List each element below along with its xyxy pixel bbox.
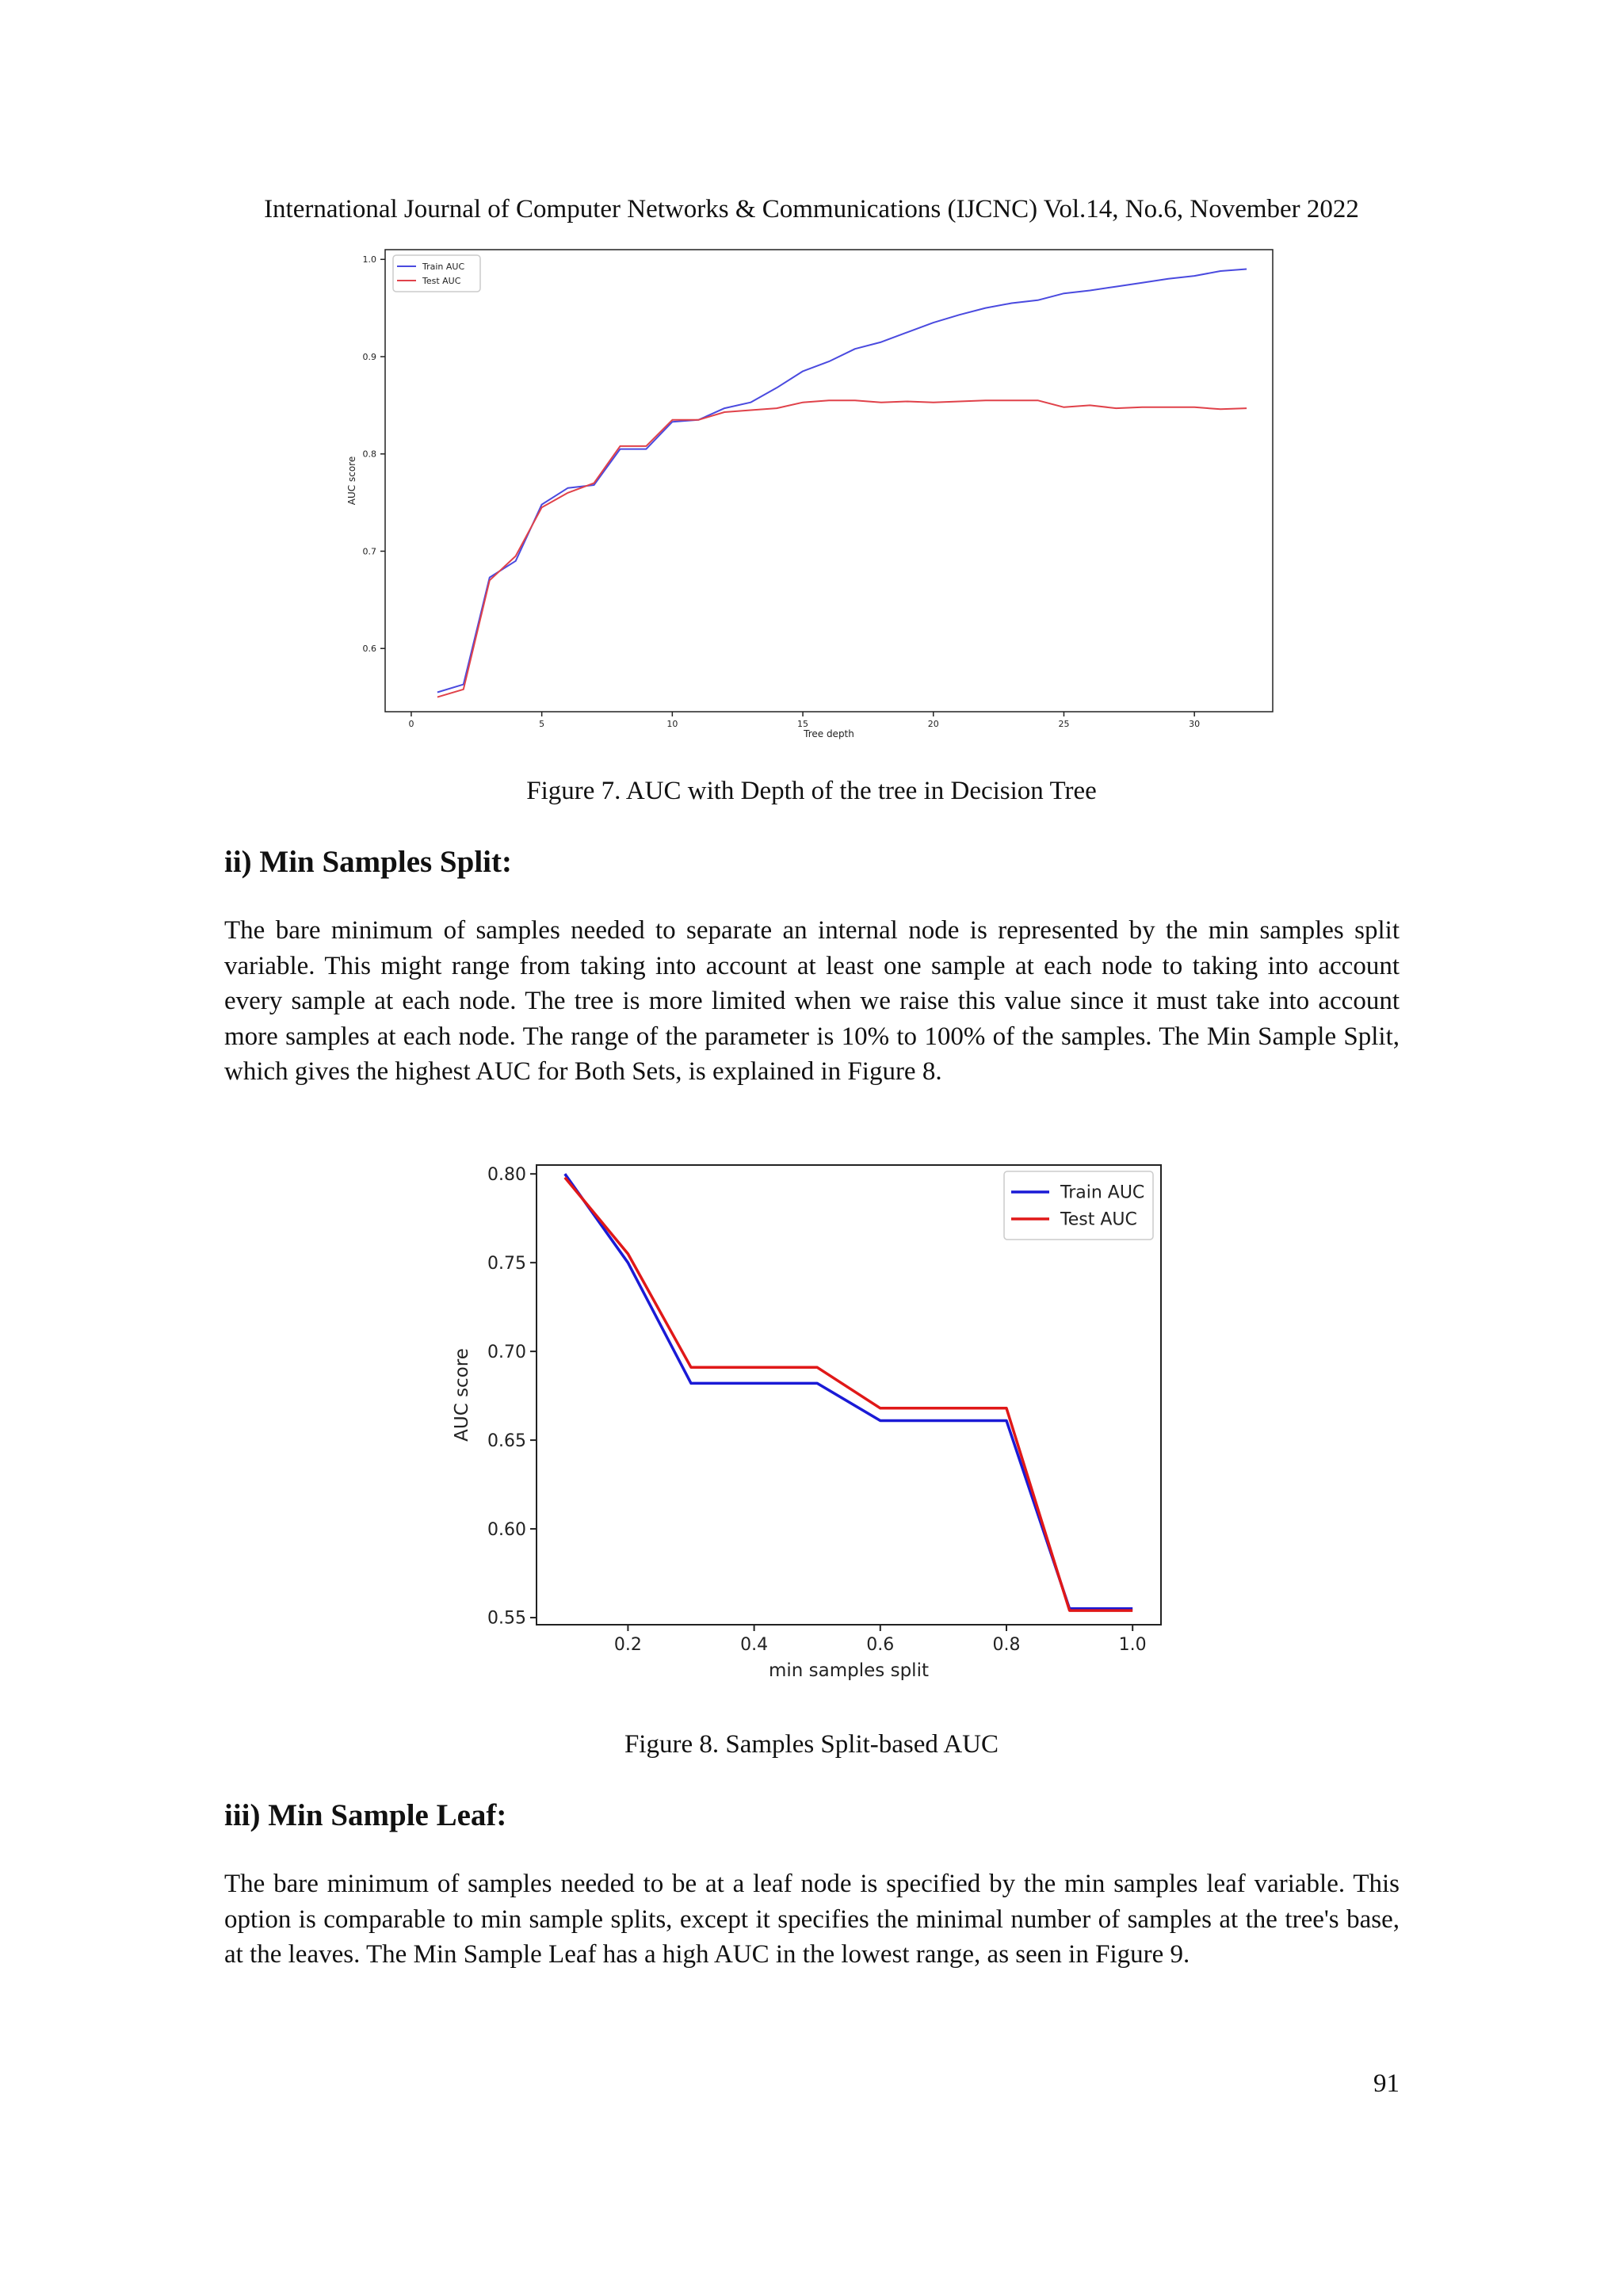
x-tick-label: 15 xyxy=(797,719,809,729)
figure-8-caption: Figure 8. Samples Split-based AUC xyxy=(624,1730,999,1759)
journal-header: International Journal of Computer Networks & Communications (IJCNC) Vol.14, No.6, November 2022 xyxy=(264,195,1359,223)
legend-label-train-auc: Train AUC xyxy=(1060,1182,1145,1203)
y-tick-label: 0.6 xyxy=(362,644,376,655)
x-tick-label: 0.4 xyxy=(740,1635,769,1655)
x-tick-label: 30 xyxy=(1189,719,1201,729)
x-tick-label: 1.0 xyxy=(1118,1635,1147,1655)
y-tick-label: 0.8 xyxy=(362,449,376,460)
page-number: 91 xyxy=(1373,2069,1400,2098)
y-tick-label: 0.9 xyxy=(362,351,376,362)
figure-7-chart xyxy=(333,246,1284,761)
plot-frame xyxy=(385,250,1273,712)
y-axis-label: AUC score xyxy=(346,456,357,506)
y-axis-label: AUC score xyxy=(452,1348,472,1442)
section-paragraph-min-samples-split: The bare minimum of samples needed to separate an internal node is represented by the min samples split variable. This might range from taking into account at least one sample at each node to taking into account every sample at each node. The tree is more limited when we raise this value since it must take into account more samples at each node. The range of the parameter is 10% to 100% of the samples. The Min Sample Split, which gives the highest AUC for Both Sets, is explained in Figure 8. xyxy=(224,916,1400,1086)
figure-8-chart xyxy=(440,1153,1185,1692)
x-tick-label: 0.2 xyxy=(613,1635,642,1655)
x-tick-label: 0 xyxy=(408,719,414,729)
y-tick-label: 0.55 xyxy=(487,1608,526,1629)
legend-label-train-auc: Train AUC xyxy=(422,261,465,272)
section-heading-min-sample-leaf: iii) Min Sample Leaf: xyxy=(224,1798,507,1832)
legend-label-test-auc: Test AUC xyxy=(1060,1209,1137,1230)
legend-label-test-auc: Test AUC xyxy=(422,275,461,286)
y-tick-label: 1.0 xyxy=(362,254,376,266)
figure-7-caption: Figure 7. AUC with Depth of the tree in Decision Tree xyxy=(526,777,1097,805)
y-tick-label: 0.80 xyxy=(487,1164,526,1185)
series-line-test-auc xyxy=(437,400,1247,697)
series-line-train-auc xyxy=(437,269,1247,693)
section-paragraph-min-sample-leaf: The bare minimum of samples needed to be at a leaf node is specified by the min samples leaf variable. This option is comparable to min sample splits, except it specifies the minimal number of samples at the tree's base, at the leaves. The Min Sample Leaf has a high AUC in the lowest range, as seen in Figure 9. xyxy=(224,1870,1400,1969)
y-tick-label: 0.75 xyxy=(487,1253,526,1274)
y-tick-label: 0.7 xyxy=(362,546,376,557)
x-tick-label: 5 xyxy=(539,719,545,729)
y-tick-label: 0.70 xyxy=(487,1342,526,1362)
y-tick-label: 0.65 xyxy=(487,1431,526,1451)
x-tick-label: 10 xyxy=(666,719,678,729)
y-tick-label: 0.60 xyxy=(487,1519,526,1540)
x-axis-label: Tree depth xyxy=(804,728,854,739)
x-tick-label: 0.6 xyxy=(866,1635,895,1655)
x-axis-label: min samples split xyxy=(769,1660,929,1681)
x-tick-label: 0.8 xyxy=(992,1635,1021,1655)
x-tick-label: 20 xyxy=(927,719,939,729)
x-tick-label: 25 xyxy=(1058,719,1070,729)
section-heading-min-samples-split: ii) Min Samples Split: xyxy=(224,845,512,879)
